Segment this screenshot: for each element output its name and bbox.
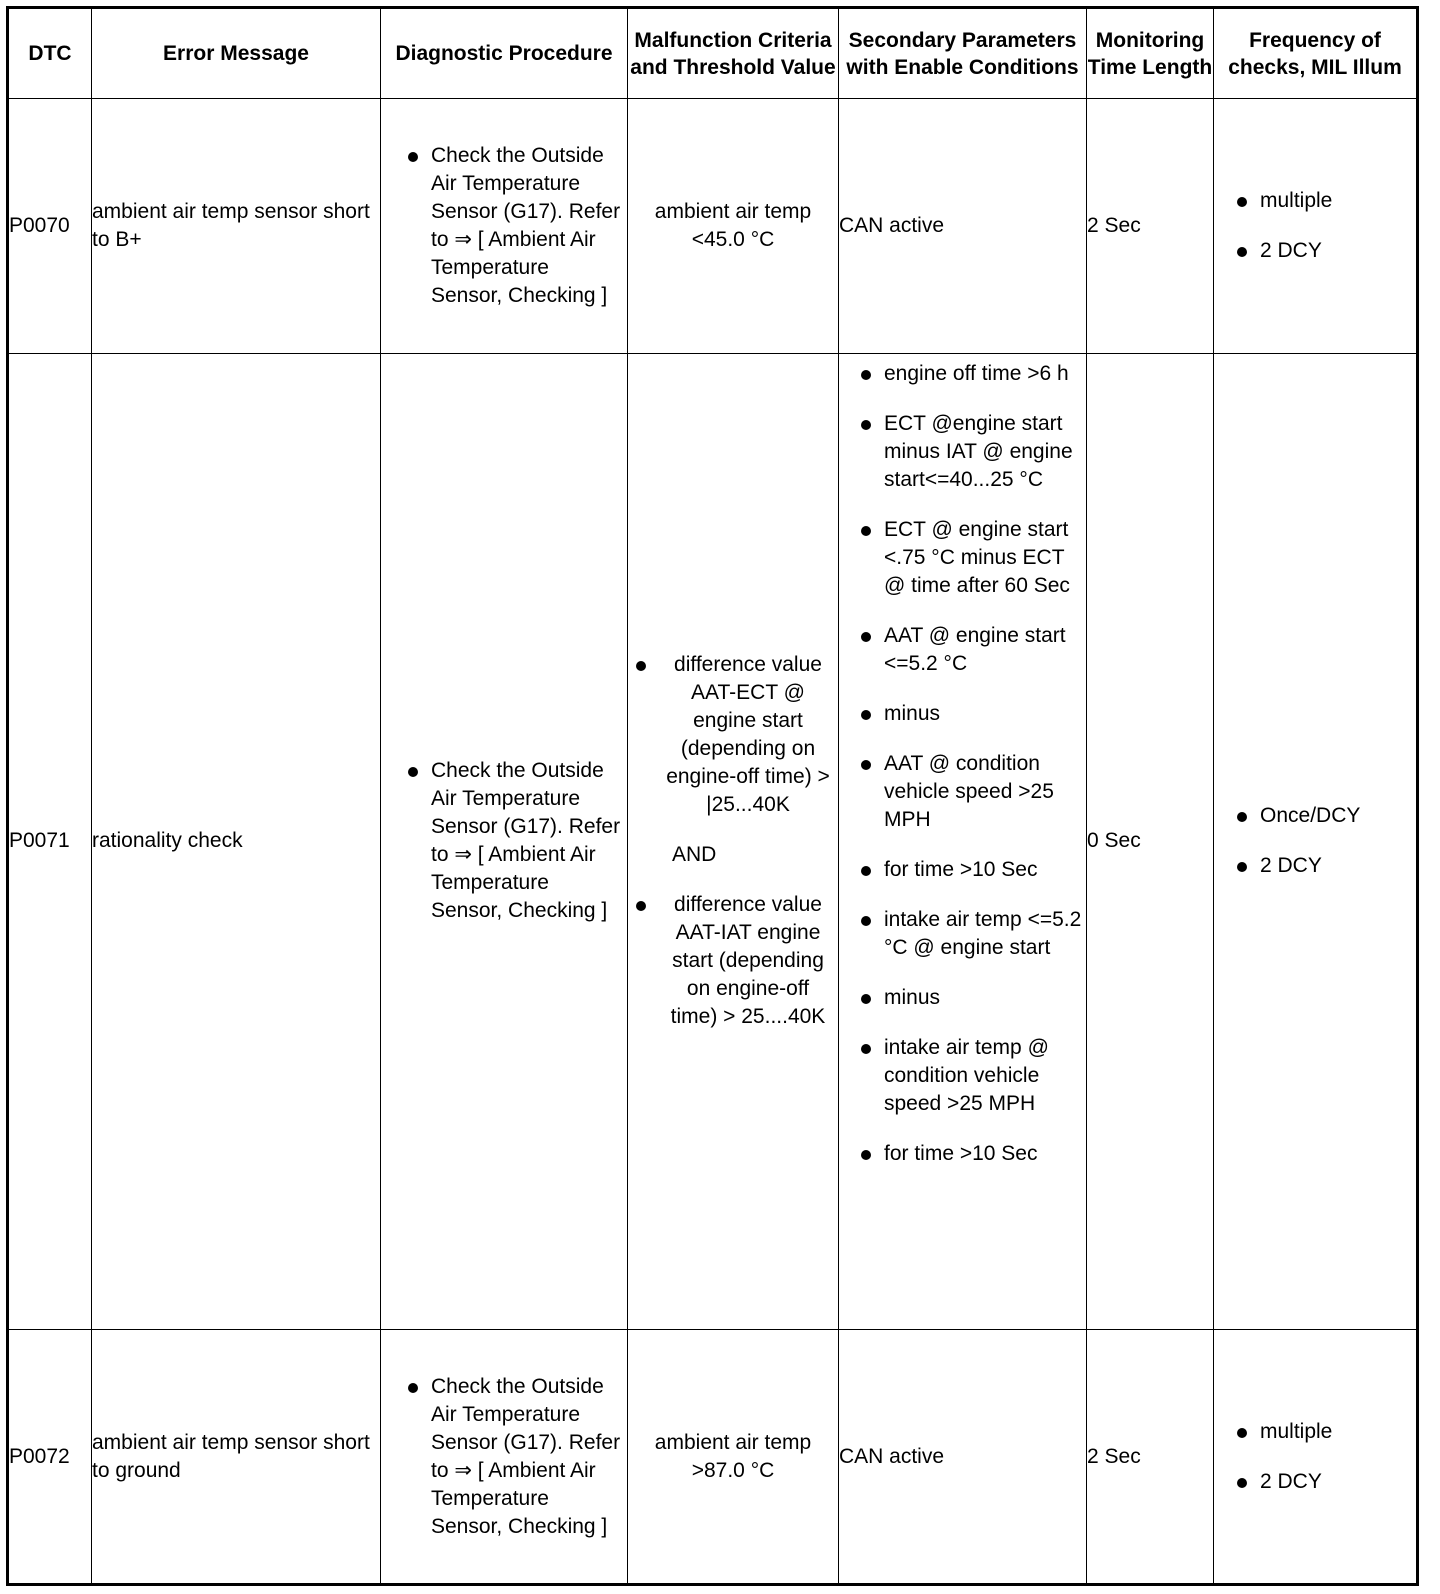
malfunction-criteria: ambient air temp <45.0 °C [628,99,839,354]
header-diagnostic-procedure: Diagnostic Procedure [381,8,628,99]
frequency-item: 2 DCY [1230,1468,1416,1496]
header-secondary-parameters: Secondary Parameters with Enable Conditions [839,8,1087,99]
table-row [8,99,1418,354]
dtc-code: P0070 [8,99,92,354]
frequency-item: multiple [1230,1418,1416,1446]
secondary-item: engine off time >6 h [854,360,1084,388]
secondary-item: ECT @ engine start <.75 °C minus ECT @ time after 60 Sec [854,516,1084,600]
malfunction-criteria: ambient air temp >87.0 °C [628,1330,839,1585]
header-error-message: Error Message [92,8,381,99]
secondary-item: minus [854,984,1084,1012]
diagnostic-procedure [381,1330,628,1585]
procedure-item: Check the Outside Air Temperature Sensor (G17). Refer to ⇒ [ Ambient Air Temperature Sensor, Checking ] [401,757,623,925]
secondary-item: ECT @engine start minus IAT @ engine start<=40...25 °C [854,410,1084,494]
monitoring-time: 2 Sec [1087,99,1214,354]
malfunction-and: AND [672,843,717,867]
bullet-icon [636,901,646,911]
error-message: ambient air temp sensor short to B+ [92,99,381,354]
procedure-item: Check the Outside Air Temperature Sensor (G17). Refer to ⇒ [ Ambient Air Temperature Sensor, Checking ] [401,142,623,310]
error-message: rationality check [92,353,381,1329]
header-dtc: DTC [8,8,92,99]
malfunction-criteria [628,353,839,1329]
secondary-parameters: CAN active [839,99,1087,354]
table-row [8,1330,1418,1585]
malfunction-item-text: difference value AAT-IAT engine start (depending on engine-off time) > 25....40K [670,893,826,1029]
secondary-item: intake air temp @ condition vehicle speed >25 MPH [854,1034,1084,1118]
secondary-parameters: CAN active [839,1330,1087,1585]
header-malfunction-criteria: Malfunction Criteria and Threshold Value [628,8,839,99]
frequency-item: multiple [1230,187,1416,215]
dtc-code: P0071 [8,353,92,1329]
diagnostic-procedure [381,99,628,354]
frequency [1214,99,1418,354]
table-row [8,353,1418,1329]
malfunction-item-text: difference value AAT-ECT @ engine start (depending on engine-off time) > |25...40K [666,653,830,817]
secondary-item: AAT @ engine start <=5.2 °C [854,622,1084,678]
dtc-code: P0072 [8,1330,92,1585]
monitoring-time: 2 Sec [1087,1330,1214,1585]
frequency [1214,1330,1418,1585]
monitoring-time: 0 Sec [1087,353,1214,1329]
secondary-item: AAT @ condition vehicle speed >25 MPH [854,750,1084,834]
error-message: ambient air temp sensor short to ground [92,1330,381,1585]
procedure-item: Check the Outside Air Temperature Sensor (G17). Refer to ⇒ [ Ambient Air Temperature Sensor, Checking ] [401,1373,623,1541]
secondary-item: for time >10 Sec [854,856,1084,884]
malfunction-item [666,651,830,819]
secondary-item: minus [854,700,1084,728]
secondary-item: for time >10 Sec [854,1140,1084,1168]
dtc-table [6,6,1419,1586]
frequency [1214,353,1418,1329]
bullet-icon [636,661,646,671]
malfunction-item [666,891,830,1031]
header-frequency: Frequency of checks, MIL Illum [1214,8,1418,99]
header-row [8,8,1418,99]
header-monitoring-time: Monitoring Time Length [1087,8,1214,99]
diagnostic-procedure [381,353,628,1329]
secondary-parameters [839,353,1087,1329]
frequency-item: 2 DCY [1230,852,1416,880]
frequency-item: Once/DCY [1230,802,1416,830]
frequency-item: 2 DCY [1230,237,1416,265]
secondary-item: intake air temp <=5.2 °C @ engine start [854,906,1084,962]
